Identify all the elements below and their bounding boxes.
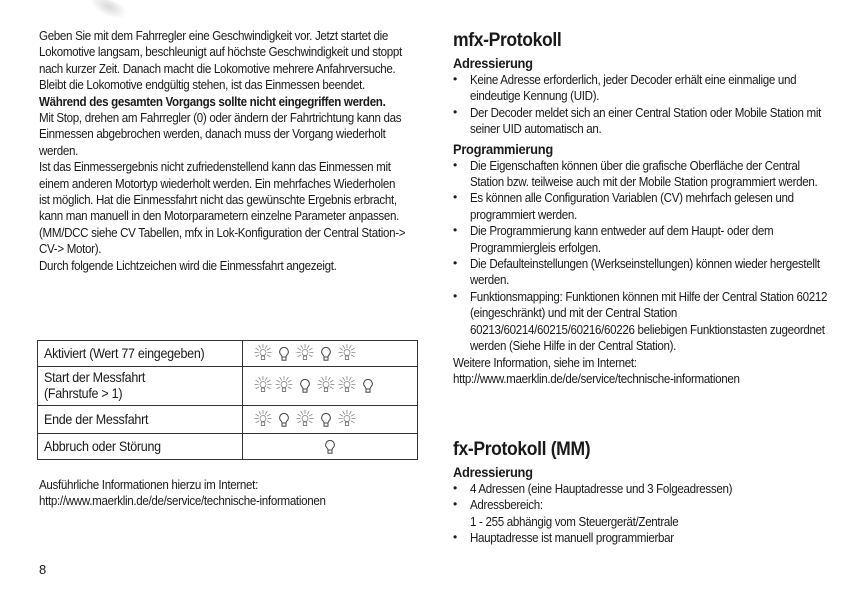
row-label-line2: (Fahrstufe > 1) — [44, 386, 123, 401]
lights-intro-paragraph: Durch folgende Lichtzeichen wird die Einmessfahrt angezeigt. — [39, 258, 337, 273]
warning-text: Während des gesamten Vorgangs sollte nicht eingegriffen werden. — [39, 94, 386, 109]
light-pattern — [243, 367, 418, 406]
unlit-bulb-icon — [358, 376, 378, 396]
unlit-bulb-icon — [274, 344, 294, 364]
mfx-title: mfx-Protokoll — [453, 29, 562, 51]
light-pattern — [243, 434, 418, 460]
light-pattern — [243, 406, 418, 434]
list-item: • Funktionsmapping: Funktionen können mit Hilfe der Central Station 60212 (eingeschränkt) und mit der Central Station 60213/60214/60215/60216/60226 beliebigen Funktionstasten zugeordnet werden (Siehe Hilfe in der Central Station). — [453, 289, 837, 355]
table-row — [38, 434, 418, 460]
light-pattern — [243, 341, 418, 367]
row-label: Aktiviert (Wert 77 eingegeben) — [44, 345, 205, 361]
list-item: • Die Programmierung kann entweder auf dem Haupt- oder dem Programmiergleis erfolgen. — [453, 223, 837, 256]
table-row — [38, 406, 418, 434]
list-item: • Der Decoder meldet sich an einer Central Station oder Mobile Station mit seiner UID automatisch an. — [453, 105, 837, 138]
list-item: • Die Eigenschaften können über die grafische Oberfläche der Central Station bzw. teilweise auch mit der Mobile Station programmiert werden. — [453, 158, 837, 191]
list-item: • Adressbereich: 1 - 255 abhängig vom Steuergerät/Zentrale — [453, 497, 837, 530]
stop-paragraph: Mit Stop, drehen am Fahrregler (0) oder ändern der Fahrtrichtung kann das Einmessen abgebrochen werden, danach muss der Vorgang wiederholt werden. — [39, 111, 402, 158]
list-item: • Die Defaulteinstellungen (Werkseinstellungen) können wieder hergestellt werden. — [453, 256, 837, 289]
list-item: • Keine Adresse erforderlich, jeder Decoder erhält eine einmalige und eindeutige Kennung (UID). — [453, 72, 837, 105]
right-column — [453, 28, 837, 387]
mfx-programming-list — [453, 158, 837, 355]
mfx-addressing-heading: Adressierung — [453, 55, 533, 71]
address-range-detail: 1 - 255 abhängig vom Steuergerät/Zentrale — [470, 514, 679, 529]
table-row — [38, 367, 418, 406]
page-number: 8 — [39, 562, 47, 577]
unlit-bulb-icon — [316, 344, 336, 364]
mfx-more-info: Weitere Information, siehe im Internet: http://www.maerklin.de/de/service/technische-informationen — [453, 355, 740, 386]
list-item: • Hauptadresse ist manuell programmierbar — [453, 530, 837, 546]
light-signal-table — [37, 340, 418, 460]
fx-title: fx-Protokoll (MM) — [453, 438, 591, 460]
lit-bulb-icon — [337, 410, 357, 430]
scan-artifact — [86, 0, 129, 24]
result-paragraph: Ist das Einmessergebnis nicht zufriedenstellend kann das Einmessen mit einem anderen Motortyp wiederholt werden. Ein mehrfaches Wiederholen ist möglich. Hat die Einmessfahrt nicht das gewünschte Ergebnis erbracht, kann man manuell in den Motorparametern einzelne Parameter anpassen. (MM/DCC siehe CV Tabellen, mfx in Lok-Konfiguration der Central Station-> CV-> Motor). — [39, 160, 406, 257]
lit-bulb-icon — [253, 376, 273, 396]
mfx-addressing-list — [453, 72, 837, 138]
lit-bulb-icon — [295, 410, 315, 430]
intro-paragraph: Geben Sie mit dem Fahrregler eine Geschwindigkeit vor. Jetzt startet die Lokomotive langsam, beschleunigt auf höchste Geschwindigkeit und stoppt nach kurzer Zeit. Danach macht die Lokomotive mehrere Anfahrversuche. Bleibt die Lokomotive endgültig stehen, ist das Einmessen beendet. — [39, 29, 402, 93]
list-item: • 4 Adressen (eine Hauptadresse und 3 Folgeadressen) — [453, 481, 837, 497]
left-column — [39, 28, 411, 274]
row-label-line1: Start der Messfahrt — [44, 370, 146, 385]
lit-bulb-icon — [253, 410, 273, 430]
fx-addressing-list — [453, 481, 837, 547]
lit-bulb-icon — [337, 376, 357, 396]
lit-bulb-icon — [274, 376, 294, 396]
fx-addressing-heading: Adressierung — [453, 464, 533, 480]
footer-note: Ausführliche Informationen hierzu im Internet: http://www.maerklin.de/de/service/technische-informationen — [39, 478, 326, 509]
unlit-bulb-icon — [274, 410, 294, 430]
fx-section — [453, 437, 837, 547]
lit-bulb-icon — [316, 376, 336, 396]
row-label: Abbruch oder Störung — [44, 438, 161, 454]
lit-bulb-icon — [295, 344, 315, 364]
unlit-bulb-icon — [295, 376, 315, 396]
row-label: Ende der Messfahrt — [44, 411, 149, 427]
lit-bulb-icon — [253, 344, 273, 364]
unlit-bulb-icon — [316, 410, 336, 430]
table-row — [38, 341, 418, 367]
mfx-programming-heading: Programmierung — [453, 140, 553, 157]
lit-bulb-icon — [337, 344, 357, 364]
list-item: • Es können alle Configuration Variablen (CV) mehrfach gelesen und programmiert werden. — [453, 190, 837, 223]
unlit-bulb-icon — [320, 437, 340, 457]
